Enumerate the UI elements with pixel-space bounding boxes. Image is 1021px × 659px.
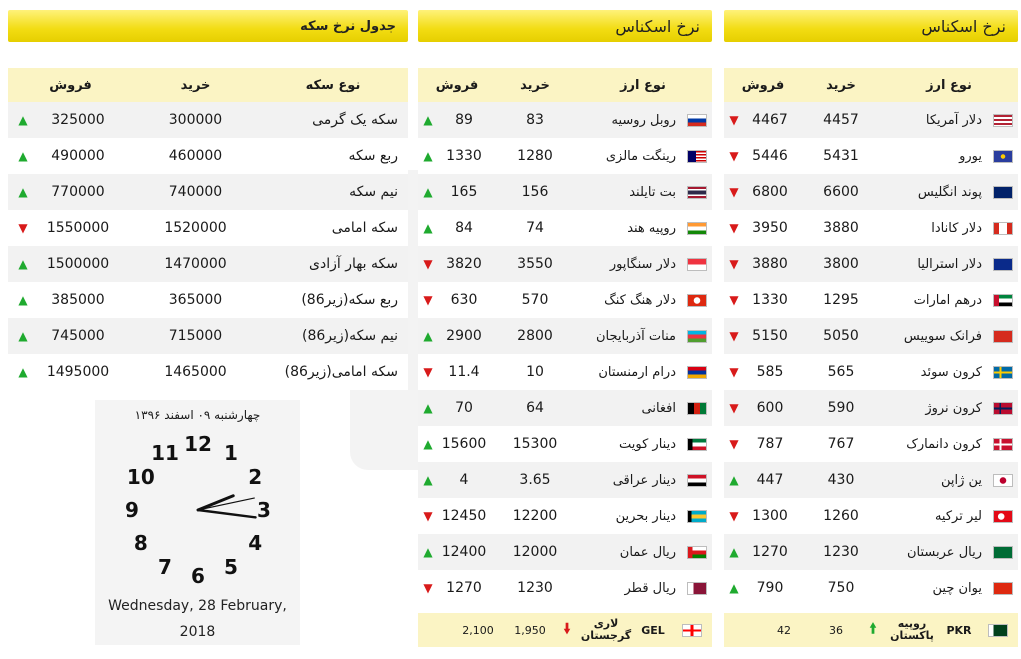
arrow-down-icon: ▼ — [423, 257, 433, 271]
table-row — [8, 318, 408, 354]
sell-value: 15600 — [441, 436, 487, 452]
flag-uk-icon — [988, 186, 1018, 199]
arrow-up-icon: ▲ — [423, 149, 433, 163]
sell-value: 70 — [455, 400, 473, 416]
table-row — [418, 390, 712, 426]
analog-clock — [113, 430, 283, 590]
sell-cell — [724, 472, 802, 488]
buy-value: 430 — [827, 472, 855, 488]
sell-value: 1330 — [752, 292, 788, 308]
flag-hongkong-icon — [682, 294, 712, 307]
coin-name: نیم سکه — [349, 184, 398, 200]
sell-cell — [8, 364, 133, 380]
currency-name: بت تایلند — [629, 184, 676, 200]
currency-name: لاری گرجستان — [580, 617, 632, 642]
sell-value: 630 — [450, 292, 478, 308]
col-header-buy: خرید — [826, 77, 856, 93]
flag-sweden-icon — [988, 366, 1018, 379]
buy-value: 4457 — [823, 112, 859, 128]
arrow-down-icon: ▼ — [729, 437, 739, 451]
flag-oman-icon — [682, 546, 712, 559]
table-row — [724, 534, 1018, 570]
sell-value: 3950 — [752, 220, 788, 236]
clock-numeral: 12 — [184, 432, 212, 456]
arrow-down-icon: 🠛 — [563, 621, 571, 637]
coin-name: سکه امامی(زیر86) — [284, 364, 398, 380]
coin-name: سکه بهار آزادی — [309, 256, 398, 272]
currency-name: درهم امارات — [913, 292, 982, 308]
sell-cell — [724, 184, 802, 200]
arrow-up-icon: ▲ — [729, 581, 739, 595]
arrow-up-icon: ▲ — [423, 473, 433, 487]
currency-name: روپیه پاکستان — [890, 617, 934, 642]
flag-usa-icon — [988, 114, 1018, 127]
table-row — [418, 570, 712, 606]
flag-georgia-icon — [672, 624, 712, 637]
buy-value: 5431 — [823, 148, 859, 164]
sell-value: 12450 — [441, 508, 487, 524]
flag-qatar-icon — [682, 582, 712, 595]
sell-cell — [418, 148, 496, 164]
sell-value: 2,100 — [462, 623, 494, 637]
sell-cell — [418, 220, 496, 236]
arrow-down-icon: ▼ — [423, 365, 433, 379]
arrow-up-icon: ▲ — [18, 293, 28, 307]
arrow-down-icon: ▼ — [729, 293, 739, 307]
table-row — [724, 354, 1018, 390]
table-row — [724, 462, 1018, 498]
table-row — [724, 318, 1018, 354]
buy-value: 5050 — [823, 328, 859, 344]
sell-value: 770000 — [51, 184, 105, 200]
currency-name: یورو — [959, 148, 982, 164]
table-row — [724, 390, 1018, 426]
flag-afghanistan-icon — [682, 402, 712, 415]
sell-value: 1500000 — [46, 256, 110, 272]
sell-value: 585 — [756, 364, 784, 380]
clock-hour-hand — [198, 496, 233, 510]
currency-panel-main — [724, 10, 1018, 606]
clock-numeral: 10 — [126, 465, 155, 489]
sell-cell — [8, 112, 133, 128]
flag-kuwait-icon — [682, 438, 712, 451]
sell-cell — [724, 112, 802, 128]
table-row — [418, 426, 712, 462]
arrow-up-icon: ▲ — [423, 185, 433, 199]
currency-name: دینار بحرین — [615, 508, 676, 524]
table-row — [724, 210, 1018, 246]
buy-value: 1520000 — [164, 220, 227, 236]
buy-value: 715000 — [168, 328, 223, 344]
sell-value: 3880 — [752, 256, 788, 272]
flag-iraq-icon — [682, 474, 712, 487]
buy-value: 3.65 — [519, 472, 551, 488]
sell-cell — [8, 184, 133, 200]
table-row — [418, 174, 712, 210]
flag-eu-icon — [988, 150, 1018, 163]
buy-value: 83 — [526, 112, 544, 128]
sell-cell — [8, 328, 133, 344]
sell-cell — [724, 148, 802, 164]
table-row — [418, 210, 712, 246]
clock-numeral: 5 — [224, 555, 238, 580]
flag-russia-icon — [682, 114, 712, 127]
buy-value: 740000 — [168, 184, 223, 200]
buy-value: 36 — [829, 623, 843, 637]
persian-date: چهارشنبه ۰۹ اسفند ۱۳۹۶ — [134, 408, 261, 422]
clock-numeral: 7 — [158, 555, 172, 580]
currency-name: ین ژاپن — [940, 472, 982, 488]
flag-japan-icon — [988, 474, 1018, 487]
sell-cell — [8, 256, 133, 272]
currency-name: فرانک سوییس — [903, 328, 982, 344]
flag-india-icon — [682, 222, 712, 235]
sell-value: 1330 — [446, 148, 482, 164]
coin-table-header — [8, 68, 408, 102]
buy-value: 1,950 — [514, 623, 546, 637]
sell-cell — [724, 328, 802, 344]
clock-minute-hand — [198, 510, 256, 517]
flag-turkey-icon — [988, 510, 1018, 523]
sell-value: 2900 — [446, 328, 482, 344]
arrow-up-icon: ▲ — [423, 221, 433, 235]
table-row — [418, 498, 712, 534]
currency-name: درام ارمنستان — [598, 364, 676, 380]
arrow-up-icon: ▲ — [423, 545, 433, 559]
table-row — [724, 282, 1018, 318]
buy-value: 1260 — [823, 508, 859, 524]
buy-value: 590 — [827, 400, 855, 416]
currency-name: لیر ترکیه — [934, 508, 982, 524]
currency-name: رینگت مالزی — [605, 148, 676, 164]
table-row — [724, 102, 1018, 138]
sell-value: 11.4 — [448, 364, 480, 380]
currency-table-secondary — [418, 68, 712, 606]
table-row — [724, 174, 1018, 210]
sell-cell — [418, 400, 496, 416]
table-row — [418, 102, 712, 138]
flag-norway-icon — [988, 402, 1018, 415]
sell-value: 6800 — [752, 184, 788, 200]
sell-value: 600 — [756, 400, 784, 416]
arrow-up-icon: ▲ — [729, 545, 739, 559]
currency-name: دلار هنگ کنگ — [604, 292, 676, 308]
buy-value: 570 — [521, 292, 549, 308]
sell-cell — [724, 400, 802, 416]
buy-value: 1465000 — [164, 364, 227, 380]
buy-value: 3880 — [823, 220, 859, 236]
sell-value: 4467 — [752, 112, 788, 128]
currency-code: PKR — [946, 623, 972, 637]
clock-numeral: 9 — [125, 498, 139, 522]
currency-name: کرون سوئد — [920, 364, 982, 380]
sell-cell — [418, 436, 496, 452]
buy-value: 2800 — [517, 328, 553, 344]
arrow-up-icon: ▲ — [18, 257, 28, 271]
currency-name: کرون نروژ — [925, 400, 982, 416]
coin-name: نیم سکه(زیر86) — [302, 328, 398, 344]
arrow-up-icon: ▲ — [18, 149, 28, 163]
buy-value: 3800 — [823, 256, 859, 272]
table-row — [724, 570, 1018, 606]
flag-canada-icon — [988, 222, 1018, 235]
currency-table-header — [724, 68, 1018, 102]
flag-pakistan-icon — [978, 624, 1018, 637]
table-row — [418, 462, 712, 498]
table-row — [418, 534, 712, 570]
sell-cell — [8, 148, 133, 164]
coin-name: سکه امامی — [331, 220, 398, 236]
clock-numeral: 8 — [133, 531, 148, 555]
flag-china-icon — [988, 582, 1018, 595]
col-header-name: نوع سکه — [305, 77, 361, 93]
sell-value: 3820 — [446, 256, 482, 272]
currency-name: منات آذربایجان — [596, 328, 676, 344]
sell-cell — [724, 220, 802, 236]
arrow-down-icon: ▼ — [729, 113, 739, 127]
flag-switzerland-icon — [988, 330, 1018, 343]
col-header-sell: فروش — [435, 77, 479, 93]
buy-value: 156 — [521, 184, 549, 200]
buy-value: 1280 — [517, 148, 553, 164]
coin-table — [8, 68, 408, 390]
currency-name: روپیه هند — [627, 220, 676, 236]
sell-value: 1270 — [446, 580, 482, 596]
clock-numeral: 2 — [248, 465, 263, 489]
footer-row-georgia — [418, 613, 712, 647]
table-row — [418, 282, 712, 318]
sell-value: 385000 — [51, 292, 105, 308]
buy-value: 1230 — [823, 544, 859, 560]
sell-value: 12400 — [441, 544, 487, 560]
currency-name: دلار استرالیا — [917, 256, 982, 272]
sell-cell — [724, 544, 802, 560]
currency-name: دلار سنگاپور — [609, 256, 676, 272]
buy-value: 460000 — [168, 148, 223, 164]
col-header-name: نوع ارز — [620, 77, 666, 93]
table-row — [724, 426, 1018, 462]
table-row — [8, 174, 408, 210]
currency-table-header — [418, 68, 712, 102]
currency-name: روبل روسیه — [611, 112, 676, 128]
currency-code: GEL — [641, 623, 665, 637]
currency-name: دلار آمریکا — [925, 112, 982, 128]
arrow-down-icon: ▼ — [729, 509, 739, 523]
table-row — [8, 246, 408, 282]
arrow-down-icon: ▼ — [423, 509, 433, 523]
buy-value: 64 — [526, 400, 544, 416]
sell-value: 1550000 — [46, 220, 110, 236]
table-row — [724, 138, 1018, 174]
sell-value: 5150 — [752, 328, 788, 344]
currency-name: ریال عمان — [619, 544, 676, 560]
arrow-up-icon: ▲ — [18, 365, 28, 379]
arrow-up-icon: ▲ — [729, 473, 739, 487]
buy-value: 300000 — [168, 112, 223, 128]
sell-value: 5446 — [752, 148, 788, 164]
table-row — [724, 498, 1018, 534]
sell-value: 447 — [756, 472, 784, 488]
buy-value: 6600 — [823, 184, 859, 200]
clock-numeral: 1 — [224, 440, 238, 465]
sell-cell — [724, 580, 802, 596]
arrow-down-icon: ▼ — [729, 257, 739, 271]
currency-panel-secondary — [418, 10, 712, 606]
sell-cell — [724, 436, 802, 452]
buy-value: 767 — [827, 436, 855, 452]
coin-name: سکه یک گرمی — [312, 112, 398, 128]
arrow-down-icon: ▼ — [729, 185, 739, 199]
buy-value: 12200 — [512, 508, 558, 524]
buy-value: 365000 — [168, 292, 223, 308]
arrow-down-icon: ▼ — [423, 581, 433, 595]
buy-value: 10 — [526, 364, 544, 380]
sell-value: 1270 — [752, 544, 788, 560]
arrow-up-icon: ▲ — [423, 113, 433, 127]
currency-name: پوند انگلیس — [917, 184, 982, 200]
sell-cell — [418, 112, 496, 128]
arrow-up-icon: ▲ — [423, 437, 433, 451]
arrow-down-icon: ▼ — [729, 329, 739, 343]
table-row — [8, 210, 408, 246]
arrow-down-icon: ▼ — [729, 221, 739, 235]
currency-panel-title: نرخ اسکناس — [724, 10, 1018, 42]
buy-value: 1230 — [517, 580, 553, 596]
clock-numeral: 11 — [151, 440, 179, 465]
sell-cell — [418, 328, 496, 344]
sell-value: 490000 — [51, 148, 105, 164]
sell-value: 1300 — [752, 508, 788, 524]
arrow-down-icon: ▼ — [729, 401, 739, 415]
sell-value: 42 — [777, 623, 791, 637]
buy-value: 1295 — [823, 292, 859, 308]
buy-value: 750 — [827, 580, 855, 596]
buy-value: 74 — [526, 220, 544, 236]
sell-cell — [724, 256, 802, 272]
currency-table-main — [724, 68, 1018, 606]
flag-singapore-icon — [682, 258, 712, 271]
arrow-up-icon: ▲ — [18, 185, 28, 199]
buy-value: 15300 — [512, 436, 558, 452]
coin-panel — [8, 10, 408, 390]
buy-value: 12000 — [512, 544, 558, 560]
flag-thailand-icon — [682, 186, 712, 199]
col-header-buy: خرید — [180, 77, 211, 93]
buy-value: 1470000 — [164, 256, 227, 272]
sell-cell — [418, 292, 496, 308]
footer-row-pakistan — [724, 613, 1018, 647]
table-row — [418, 318, 712, 354]
col-header-sell: فروش — [49, 77, 92, 93]
flag-australia-icon — [988, 258, 1018, 271]
currency-name: افغانی — [641, 400, 676, 416]
currency-name: دینار کویت — [619, 436, 676, 452]
sell-value: 745000 — [51, 328, 105, 344]
table-row — [8, 282, 408, 318]
table-row — [8, 138, 408, 174]
sell-cell — [418, 544, 496, 560]
sell-cell — [418, 472, 496, 488]
sell-cell — [418, 256, 496, 272]
sell-cell — [724, 364, 802, 380]
flag-uae-icon — [988, 294, 1018, 307]
sell-value: 165 — [450, 184, 478, 200]
arrow-down-icon: ▼ — [423, 293, 433, 307]
arrow-up-icon: ▲ — [18, 113, 28, 127]
flag-denmark-icon — [988, 438, 1018, 451]
clock-numeral: 4 — [248, 531, 263, 555]
sell-cell — [418, 184, 496, 200]
table-row — [418, 246, 712, 282]
clock-numeral: 3 — [257, 498, 271, 522]
arrow-down-icon: ▼ — [729, 365, 739, 379]
buy-value: 565 — [827, 364, 855, 380]
buy-value: 3550 — [517, 256, 553, 272]
col-header-buy: خرید — [520, 77, 550, 93]
clock-numeral: 6 — [191, 564, 205, 588]
arrow-up-icon: ▲ — [423, 329, 433, 343]
currency-panel-title: نرخ اسکناس — [418, 10, 712, 42]
arrow-down-icon: ▼ — [729, 149, 739, 163]
coin-name: ربع سکه(زیر86) — [301, 292, 398, 308]
table-row — [418, 138, 712, 174]
arrow-down-icon: ▼ — [18, 221, 28, 235]
clock-widget — [95, 400, 300, 645]
sell-value: 84 — [455, 220, 473, 236]
currency-name: دینار عراقی — [612, 472, 676, 488]
sell-value: 787 — [756, 436, 784, 452]
sell-value: 790 — [756, 580, 784, 596]
sell-cell — [724, 508, 802, 524]
sell-value: 89 — [455, 112, 473, 128]
sell-cell — [418, 508, 496, 524]
col-header-sell: فروش — [741, 77, 785, 93]
coin-name: ربع سکه — [348, 148, 398, 164]
sell-value: 325000 — [51, 112, 105, 128]
flag-armenia-icon — [682, 366, 712, 379]
currency-name: یوان چین — [932, 580, 982, 596]
table-row — [724, 246, 1018, 282]
currency-name: ریال قطر — [624, 580, 676, 596]
sell-cell — [8, 220, 133, 236]
table-row — [8, 354, 408, 390]
sell-cell — [418, 364, 496, 380]
flag-malaysia-icon — [682, 150, 712, 163]
arrow-up-icon: ▲ — [18, 329, 28, 343]
arrow-up-icon: ▲ — [423, 401, 433, 415]
sell-cell — [8, 292, 133, 308]
currency-name: ریال عربستان — [906, 544, 982, 560]
flag-saudi-icon — [988, 546, 1018, 559]
coin-panel-title: جدول نرخ سکه — [8, 10, 408, 42]
table-row — [418, 354, 712, 390]
sell-value: 4 — [459, 472, 469, 488]
col-header-name: نوع ارز — [926, 77, 972, 93]
sell-cell — [724, 292, 802, 308]
table-row — [8, 102, 408, 138]
sell-cell — [418, 580, 496, 596]
flag-azerbaijan-icon — [682, 330, 712, 343]
flag-bahamas-icon — [682, 510, 712, 523]
sell-value: 1495000 — [46, 364, 110, 380]
english-date: Wednesday, 28 February, 2018 — [108, 598, 287, 640]
currency-name: دلار کانادا — [931, 220, 982, 236]
currency-name: کرون دانمارک — [906, 436, 982, 452]
arrow-up-icon: 🠙 — [869, 621, 877, 637]
